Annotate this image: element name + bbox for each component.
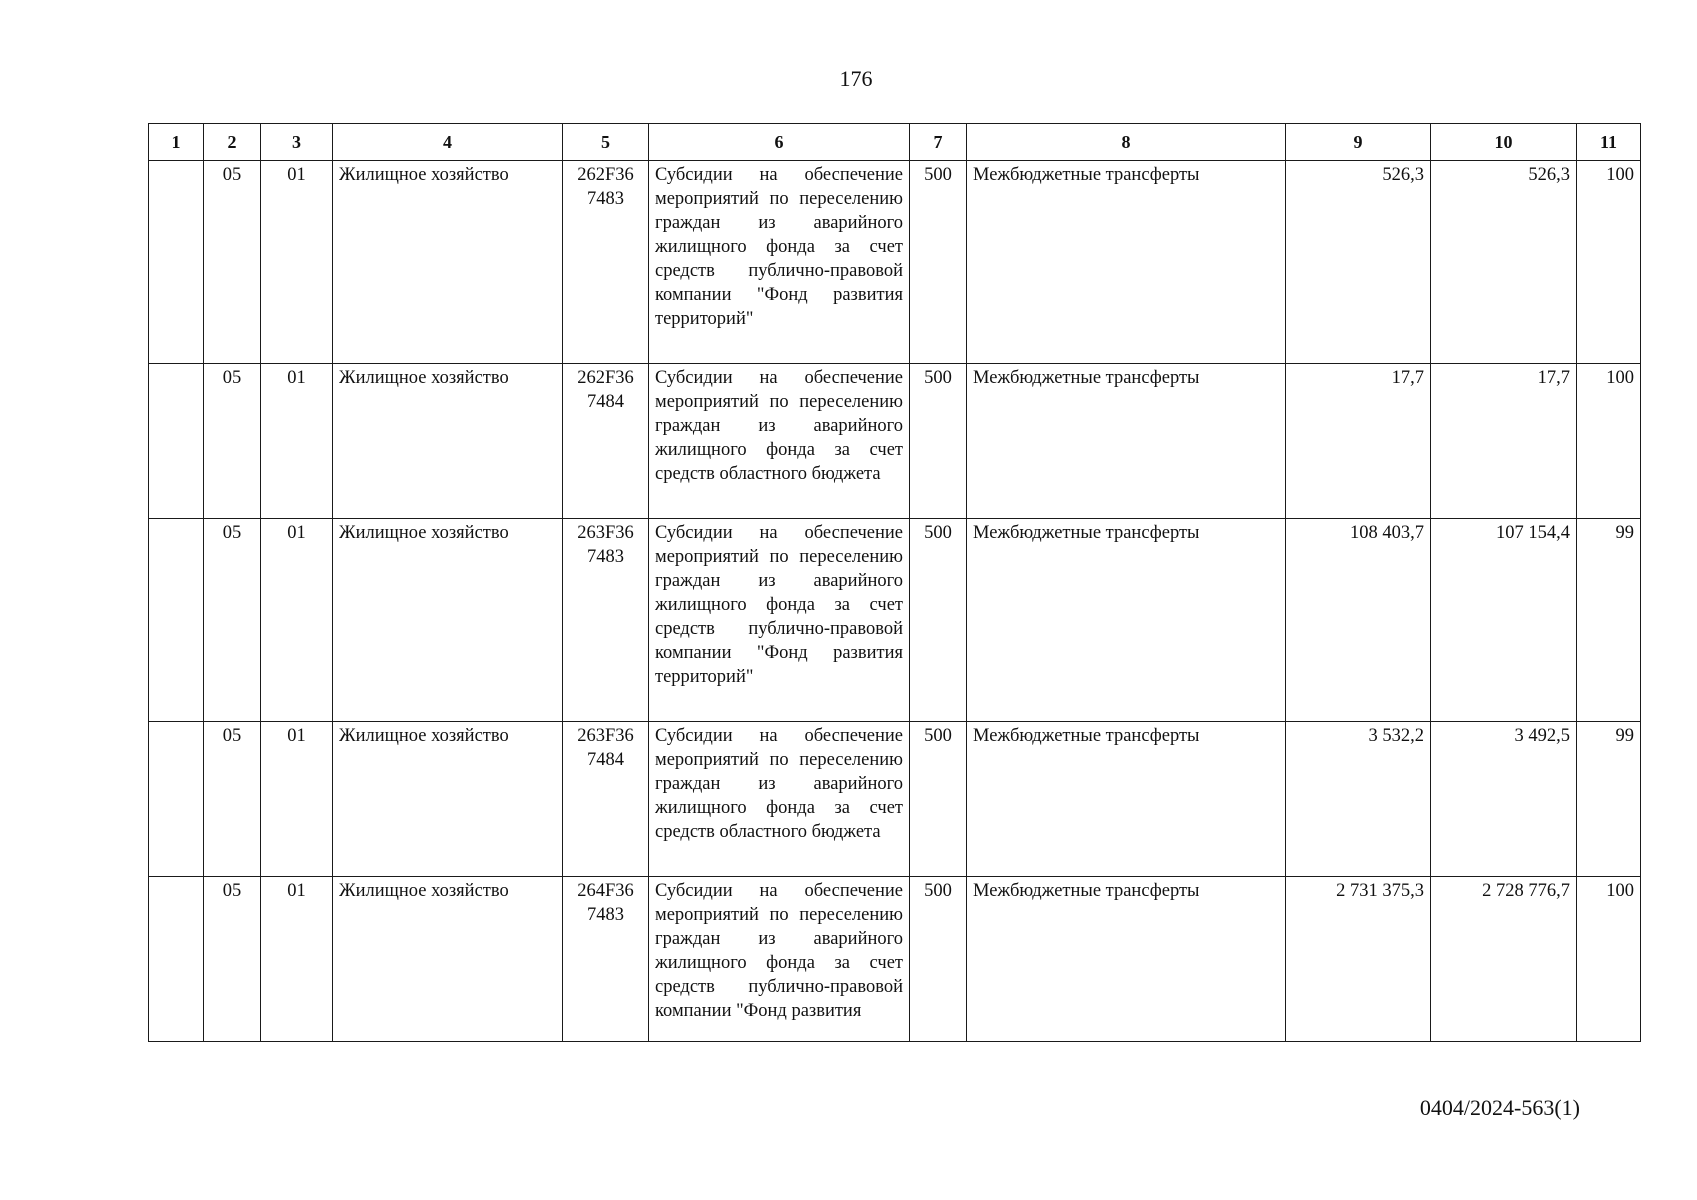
budget-table	[148, 123, 1641, 1042]
planned-amount-cell: 3 532,2	[1286, 722, 1431, 877]
target-code-cell	[563, 519, 649, 722]
column-header-9: 9	[1286, 124, 1431, 161]
target-code-line-1: 263F36	[577, 726, 634, 746]
executed-amount-cell: 107 154,4	[1431, 519, 1577, 722]
expense-name-cell: Межбюджетные трансферты	[967, 364, 1286, 519]
expense-type-cell: 500	[910, 364, 967, 519]
section-name-cell: Жилищное хозяйство	[333, 519, 563, 722]
section-name-cell: Жилищное хозяйство	[333, 161, 563, 364]
planned-amount-cell: 526,3	[1286, 161, 1431, 364]
percent-cell: 99	[1577, 722, 1641, 877]
executed-amount-cell: 2 728 776,7	[1431, 877, 1577, 1042]
subsection-cell: 01	[261, 364, 333, 519]
percent-cell: 100	[1577, 364, 1641, 519]
target-code-line-2: 7483	[587, 189, 624, 209]
column-header-10: 10	[1431, 124, 1577, 161]
column-header-11: 11	[1577, 124, 1641, 161]
target-code-cell	[563, 722, 649, 877]
row-number-cell	[149, 364, 204, 519]
description-cell: Субсидии на обеспечение мероприятий по переселению граждан из аварийного жилищного фонда за счет средств областного бюджета	[649, 722, 910, 877]
subsection-cell: 01	[261, 161, 333, 364]
column-header-4: 4	[333, 124, 563, 161]
row-number-cell	[149, 519, 204, 722]
expense-type-cell: 500	[910, 161, 967, 364]
table-row	[149, 161, 1641, 364]
row-number-cell	[149, 161, 204, 364]
section-cell: 05	[204, 722, 261, 877]
table-row	[149, 877, 1641, 1042]
expense-name-cell: Межбюджетные трансферты	[967, 877, 1286, 1042]
percent-cell: 99	[1577, 519, 1641, 722]
subsection-cell: 01	[261, 519, 333, 722]
target-code-line-1: 264F36	[577, 881, 634, 901]
target-code-line-1: 262F36	[577, 165, 634, 185]
executed-amount-cell: 3 492,5	[1431, 722, 1577, 877]
expense-name-cell: Межбюджетные трансферты	[967, 722, 1286, 877]
column-header-7: 7	[910, 124, 967, 161]
description-cell	[649, 877, 910, 1042]
column-header-5: 5	[563, 124, 649, 161]
page-number: 176	[839, 66, 873, 91]
expense-name-cell: Межбюджетные трансферты	[967, 519, 1286, 722]
planned-amount-cell: 17,7	[1286, 364, 1431, 519]
table-row	[149, 722, 1641, 877]
target-code-cell	[563, 877, 649, 1042]
expense-type-cell: 500	[910, 519, 967, 722]
description-text: Субсидии на обеспечение мероприятий по переселению граждан из аварийного жилищного фонда за счет средств публично-правовой компании "Фонд развития	[655, 881, 903, 1021]
expense-name-cell: Межбюджетные трансферты	[967, 161, 1286, 364]
column-header-3: 3	[261, 124, 333, 161]
subsection-cell: 01	[261, 877, 333, 1042]
executed-amount-cell: 526,3	[1431, 161, 1577, 364]
section-cell: 05	[204, 161, 261, 364]
section-name-cell: Жилищное хозяйство	[333, 722, 563, 877]
column-header-2: 2	[204, 124, 261, 161]
table-header-row	[149, 124, 1641, 161]
subsection-cell: 01	[261, 722, 333, 877]
row-number-cell	[149, 877, 204, 1042]
description-cell: Субсидии на обеспечение мероприятий по переселению граждан из аварийного жилищного фонда за счет средств публично-правовой компании "Фонд развития территорий"	[649, 519, 910, 722]
description-cell: Субсидии на обеспечение мероприятий по переселению граждан из аварийного жилищного фонда за счет средств публично-правовой компании "Фонд развития территорий"	[649, 161, 910, 364]
expense-type-cell: 500	[910, 877, 967, 1042]
row-number-cell	[149, 722, 204, 877]
target-code-line-2: 7484	[587, 750, 624, 770]
column-header-1: 1	[149, 124, 204, 161]
description-cell: Субсидии на обеспечение мероприятий по переселению граждан из аварийного жилищного фонда за счет средств областного бюджета	[649, 364, 910, 519]
section-name-cell: Жилищное хозяйство	[333, 877, 563, 1042]
expense-type-cell: 500	[910, 722, 967, 877]
percent-cell: 100	[1577, 877, 1641, 1042]
percent-cell: 100	[1577, 161, 1641, 364]
executed-amount-cell: 17,7	[1431, 364, 1577, 519]
target-code-line-1: 262F36	[577, 368, 634, 388]
target-code-line-1: 263F36	[577, 523, 634, 543]
section-name-cell: Жилищное хозяйство	[333, 364, 563, 519]
table-row	[149, 364, 1641, 519]
target-code-cell	[563, 161, 649, 364]
target-code-cell	[563, 364, 649, 519]
target-code-line-2: 7483	[587, 547, 624, 567]
section-cell: 05	[204, 519, 261, 722]
column-header-6: 6	[649, 124, 910, 161]
planned-amount-cell: 108 403,7	[1286, 519, 1431, 722]
document-registration-number: 0404/2024-563(1)	[1419, 1095, 1580, 1120]
column-header-8: 8	[967, 124, 1286, 161]
table-row	[149, 519, 1641, 722]
section-cell: 05	[204, 877, 261, 1042]
planned-amount-cell: 2 731 375,3	[1286, 877, 1431, 1042]
section-cell: 05	[204, 364, 261, 519]
target-code-line-2: 7483	[587, 905, 624, 925]
target-code-line-2: 7484	[587, 392, 624, 412]
